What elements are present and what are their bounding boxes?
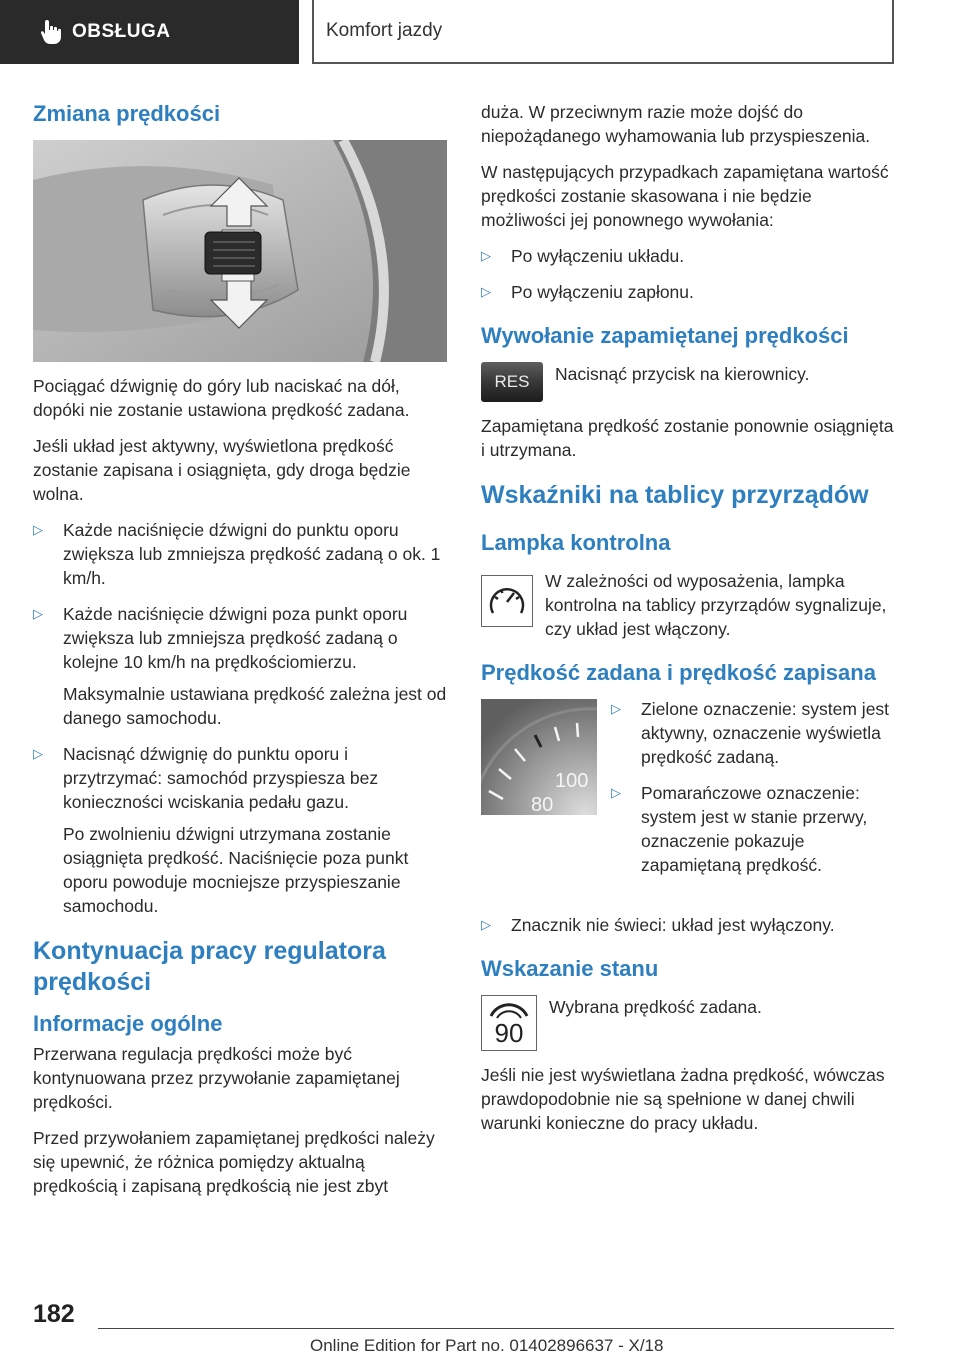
triangle-bullet-icon: ▷: [481, 284, 491, 299]
hand-pointer-icon: [40, 19, 62, 45]
list-item: ▷ Nacisnąć dźwignię do punktu oporu i przytrzymać: samochód przyspiesza bez konieczności wciskania pedału gazu. Po zwolnieniu dźwigni utrzymana zostanie osiągnięta prędkość. Naciśnięcie poza punkt oporu powoduje mocniejsze przyspieszanie samochodu.: [33, 744, 409, 916]
heading-general: Informacje ogólne: [33, 1011, 223, 1036]
lamp-text: W zależności od wyposażenia, lampka kontrolna na tablicy przyrządów sygnalizuje, czy układ jest włączony.: [545, 571, 887, 639]
heading-status: Wskazanie stanu: [481, 956, 659, 981]
heading-indicators: Wskaźniki na tablicy przyrządów: [481, 481, 869, 509]
triangle-bullet-icon: ▷: [33, 746, 43, 761]
lamp-row: [481, 569, 901, 641]
triangle-bullet-icon: ▷: [33, 606, 43, 621]
triangle-bullet-icon: ▷: [481, 248, 491, 263]
footer-rule: [98, 1328, 894, 1329]
heading-lamp: Lampka kontrolna: [481, 530, 671, 555]
heading-recall: Wywołanie zapamiętanej prędkości: [481, 323, 849, 348]
right-column: [481, 100, 901, 1147]
list-item: ▷ Zielone oznaczenie: system jest aktywny, oznaczenie wyświetla prędkość zadaną.: [611, 699, 890, 767]
triangle-bullet-icon: ▷: [611, 701, 621, 716]
section-tab: [0, 0, 299, 64]
gauge-row: [481, 699, 901, 901]
speedometer-gauge-photo: [481, 699, 597, 815]
triangle-bullet-icon: ▷: [611, 785, 621, 800]
list-item: ▷ Każde naciśnięcie dźwigni poza punkt oporu zwiększa lub zmniejsza prędkość zadaną o kolejne 10 km/h na prędkościomierzu. Maksymalnie ustawiana prędkość zależna jest od danego samochodu.: [33, 604, 447, 728]
status-text: Wybrana prędkość zadana.: [549, 997, 762, 1017]
mark-off-list: [481, 913, 901, 937]
res-button-image: RES: [481, 362, 543, 402]
chapter-title: Komfort jazdy: [326, 20, 443, 41]
speedometer-icon: [481, 575, 533, 627]
status-row: [481, 995, 901, 1051]
heading-set-speed: Prędkość zadana i prędkość zapisana: [481, 660, 876, 685]
paragraph-general: Przerwana regulacja prędkości może być kontynuowana przez przywołanie zapamiętanej prędkości.: [33, 1044, 400, 1112]
lever-bullet-list: [33, 518, 449, 918]
set-speed-icon: [481, 995, 537, 1051]
list-item: ▷ Każde naciśnięcie dźwigni do punktu oporu zwiększa lub zmniejsza prędkość zadaną o ok. 1 km/h.: [33, 520, 441, 588]
status-speed-value: 90: [494, 1018, 524, 1048]
chapter-header: [312, 0, 894, 64]
triangle-bullet-icon: ▷: [481, 917, 491, 932]
steering-lever-photo: [33, 140, 447, 362]
res-row: [481, 362, 901, 402]
triangle-bullet-icon: ▷: [33, 522, 43, 537]
list-item: ▷ Pomarańczowe oznaczenie: system jest w stanie przerwy, oznaczenie pokazuje zapamiętaną prędkość.: [611, 783, 868, 875]
page-number: 182: [33, 1300, 75, 1328]
paragraph-no-speed: Jeśli nie jest wyświetlana żadna prędkość, wówczas prawdopodobnie nie są spełnione w danej chwili warunki konieczne do pracy układu.: [481, 1065, 885, 1133]
paragraph-recalled: Zapamiętana prędkość zostanie ponownie osiągnięta i utrzymana.: [481, 416, 894, 460]
list-item: ▷ Znacznik nie świeci: układ jest wyłączony.: [481, 915, 835, 935]
section-label: OBSŁUGA: [72, 21, 171, 42]
paragraph-cases: W następujących przypadkach zapamiętana wartość prędkości zostanie skasowana i nie będzie możliwości jej ponownego wywołania:: [481, 162, 889, 230]
heading-change-speed: Zmiana prędkości: [33, 101, 221, 126]
list-item: ▷ Po wyłączeniu zapłonu.: [481, 282, 694, 302]
left-column: [33, 100, 449, 1210]
heading-continue: Kontynuacja pracy regulatora prędkości: [33, 937, 386, 996]
paragraph-continued: duża. W przeciwnym razie może dojść do niepożądanego wyhamowania lub przyspieszenia.: [481, 102, 871, 146]
edition-note: Online Edition for Part no. 01402896637 - X/18: [310, 1336, 664, 1355]
cases-list: [481, 244, 901, 304]
paragraph-before-recall: Przed przywołaniem zapamiętanej prędkości należy się upewnić, że różnica pomiędzy aktualną prędkością i zapisaną prędkością nie jest zbyt: [33, 1128, 435, 1196]
paragraph-active: Jeśli układ jest aktywny, wyświetlona prędkość zostanie zapisana i osiągnięta, gdy droga będzie wolna.: [33, 436, 411, 504]
list-item: ▷ Po wyłączeniu układu.: [481, 246, 685, 266]
gauge-label-100: 100: [555, 770, 589, 792]
marks-list: [611, 697, 901, 889]
res-text: Nacisnąć przycisk na kierownicy.: [555, 364, 810, 384]
paragraph-lever: Pociągać dźwignię do góry lub naciskać na dół, dopóki nie zostanie ustawiona prędkość zadana.: [33, 376, 410, 420]
gauge-label-80: 80: [531, 794, 554, 815]
